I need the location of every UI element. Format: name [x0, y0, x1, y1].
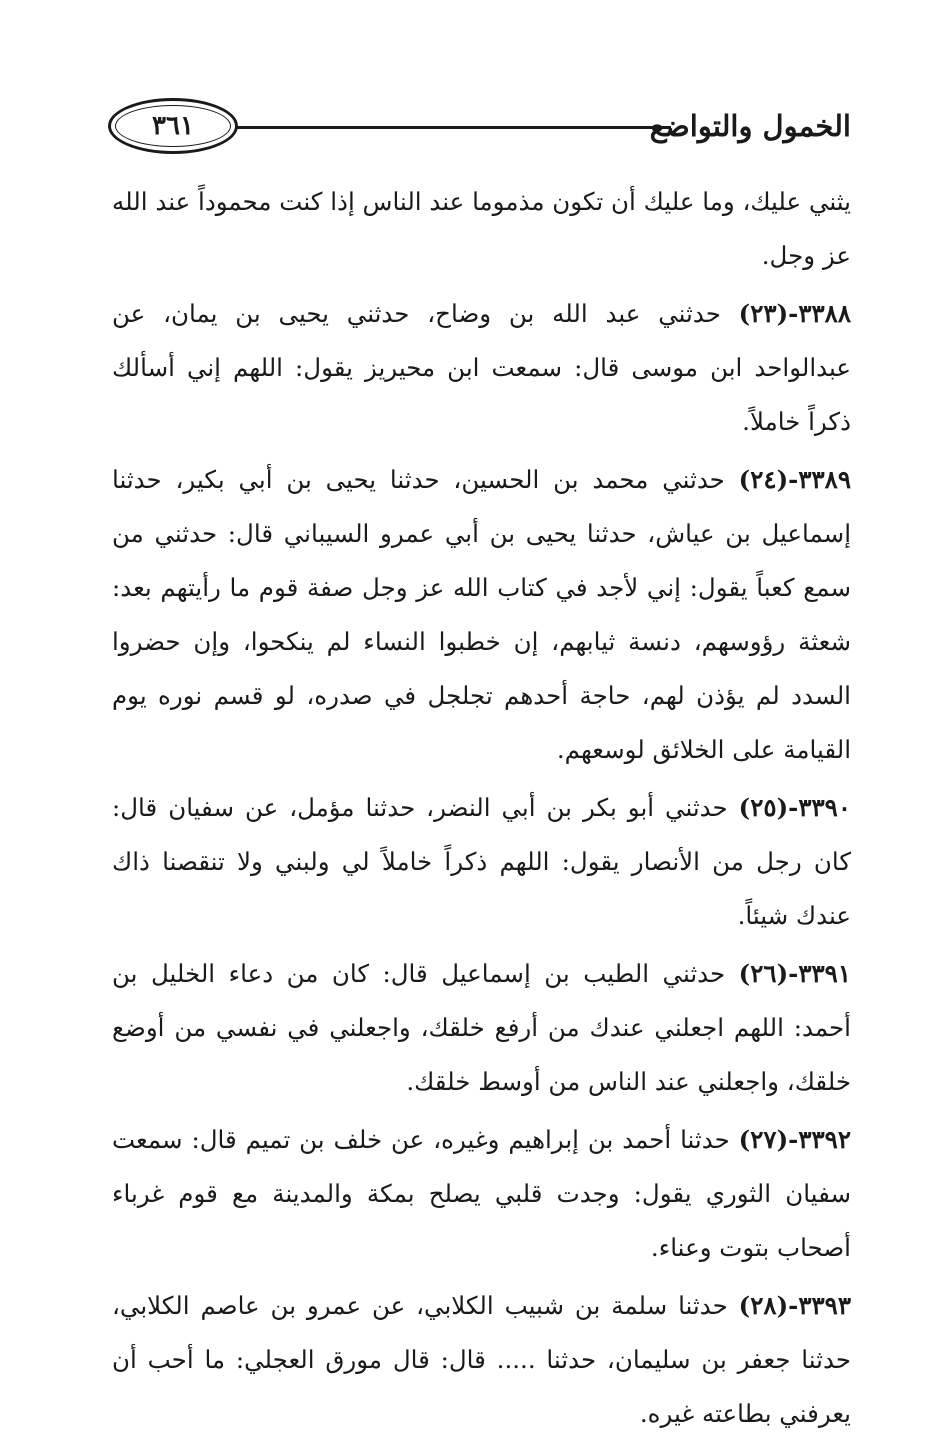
paragraph-text: حدثني محمد بن الحسين، حدثنا يحيى بن أبي بكير، حدثنا إسماعيل بن عياش، حدثنا يحيى بن أبي عمرو السيباني قال: حدثني من سمع كعباً يقول: إني لأجد في كتاب الله عز وجل صفة قوم ما رأيتهم بعد: شعثة رؤوسهم، دنسة ثيابهم، إن خطبوا النساء لم ينكحوا، وإن حضروا السدد لم يؤذن لهم، حاجة أحدهم تجلجل في صدره، لو قسم نوره يوم القيامة على الخلائق لوسعهم. — [112, 465, 851, 764]
hadith-entry — [112, 453, 851, 777]
paragraph-text: يثني عليك، وما عليك أن تكون مذموما عند الناس إذا كنت محموداً عند الله عز وجل. — [112, 187, 851, 270]
page-number-frame — [108, 98, 238, 154]
hadith-entry — [112, 1113, 851, 1275]
hadith-entry — [112, 947, 851, 1109]
hadith-entry — [112, 287, 851, 449]
entry-number: ٣٣٩٠-(٢٥) — [738, 793, 851, 822]
page-body — [112, 175, 851, 1445]
entry-number: ٣٣٨٨-(٢٣) — [738, 299, 851, 328]
paragraph-continuation — [112, 175, 851, 283]
hadith-entry — [112, 781, 851, 943]
entry-number: ٣٣٩١-(٢٦) — [738, 959, 851, 988]
page-header — [108, 98, 851, 162]
paragraph-text: حدثني عبد الله بن وضاح، حدثني يحيى بن يمان، عن عبدالواحد ابن موسى قال: سمعت ابن محيريز يقول: اللهم إني أسألك ذكراً خاملاً. — [112, 299, 851, 436]
paragraph-text: حدثنا أحمد بن إبراهيم وغيره، عن خلف بن تميم قال: سمعت سفيان الثوري يقول: وجدت قلبي يصلح بمكة والمدينة مع قوم غرباء أصحاب بتوت وعناء. — [112, 1125, 851, 1262]
entry-number: ٣٣٨٩-(٢٤) — [738, 465, 851, 494]
paragraph-text: حدثني أبو بكر بن أبي النضر، حدثنا مؤمل، عن سفيان قال: كان رجل من الأنصار يقول: اللهم ذكراً خاملاً لي ولبني ولا تنقصنا ذاك عندك شيئاً. — [112, 793, 851, 930]
header-rule — [236, 126, 671, 129]
hadith-entry — [112, 1279, 851, 1441]
paragraph-text: حدثني الطيب بن إسماعيل قال: كان من دعاء الخليل بن أحمد: اللهم اجعلني عندك من أرفع خلقك، واجعلني في نفسي من أوضع خلقك، واجعلني عند الناس من أوسط خلقك. — [112, 959, 851, 1096]
entry-number: ٣٣٩٣-(٢٨) — [738, 1291, 851, 1320]
paragraph-text: حدثنا سلمة بن شبيب الكلابي، عن عمرو بن عاصم الكلابي، حدثنا جعفر بن سليمان، حدثنا ..... قال: قال مورق العجلي: ما أحب أن يعرفني بطاعته غيره. — [112, 1291, 851, 1428]
entry-number: ٣٣٩٢-(٢٧) — [738, 1125, 851, 1154]
chapter-title: الخمول والتواضع — [649, 109, 851, 143]
page-number: ٣٦١ — [152, 111, 194, 141]
